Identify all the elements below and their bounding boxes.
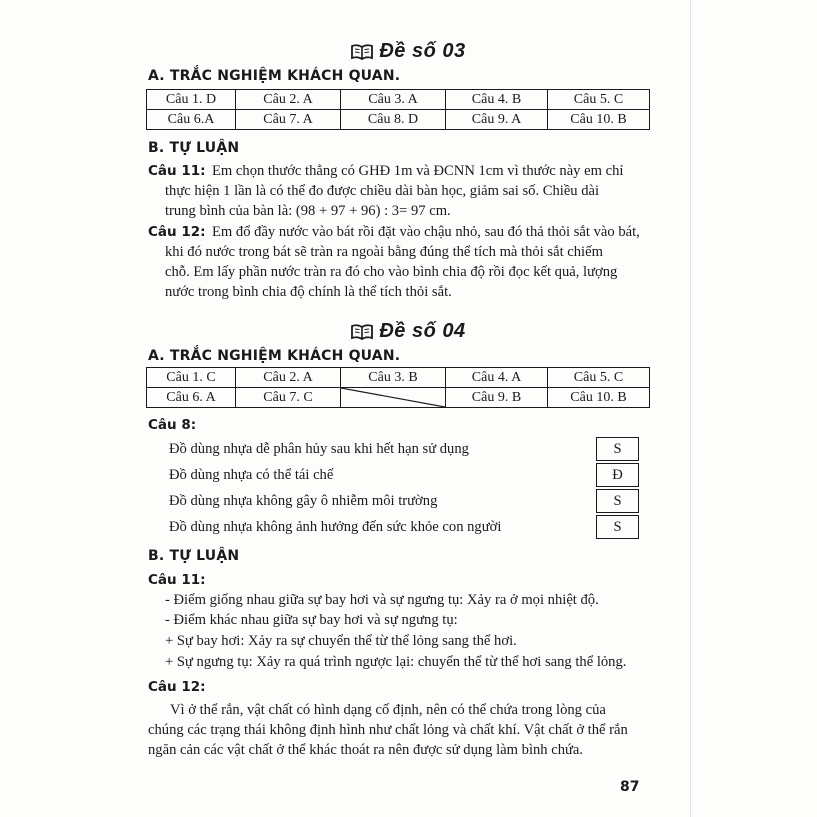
true-false-answer-box: Đ xyxy=(596,463,639,487)
exam-03-q11-line: trung bình của bàn là: (98 + 97 + 96) : 3= 97 cm. xyxy=(165,203,451,219)
exam-04-q12-line: Vì ở thể rắn, vật chất có hình dạng cố định, nên có thể chứa trong lòng của xyxy=(170,702,606,718)
exam-04-q11-label: Câu 11: xyxy=(148,572,206,588)
diagonal-strike-line xyxy=(341,388,445,407)
true-false-statement: Đồ dùng nhựa không gây ô nhiễm môi trường xyxy=(169,493,438,509)
exam-03-section-b-title: B. TỰ LUẬN xyxy=(148,140,240,156)
open-book-icon xyxy=(351,324,373,340)
answer-cell: Câu 9. B xyxy=(446,388,548,408)
exam-04-section-b-title: B. TỰ LUẬN xyxy=(148,548,240,564)
table-row xyxy=(147,388,650,408)
answer-cell: Câu 5. C xyxy=(548,90,650,110)
answer-cell: Câu 8. D xyxy=(341,110,446,130)
exam-03-q12-line: chỗ. Em lấy phần nước tràn ra đó cho vào bình chia độ rồi đọc kết quả, lượng xyxy=(165,264,618,280)
exam-03-q11-line: thực hiện 1 lần là có thể đo được chiều dài bàn học, giảm sai số. Chiều dài xyxy=(165,183,600,199)
open-book-icon xyxy=(351,44,373,60)
answer-cell: Câu 3. B xyxy=(341,368,446,388)
exam-04-q8-label: Câu 8: xyxy=(148,417,197,433)
true-false-statement: Đồ dùng nhựa không ảnh hưởng đến sức khỏe con người xyxy=(169,519,502,535)
exam-04-q12-label: Câu 12: xyxy=(148,679,206,695)
exam-03-q12-line: Em đổ đầy nước vào bát rồi đặt vào chậu nhỏ, sau đó thả thỏi sắt vào bát, xyxy=(212,224,640,240)
exam-04-q11-line: + Sự bay hơi: Xảy ra sự chuyển thể từ thể lỏng sang thể hơi. xyxy=(165,633,517,649)
exam-03-q12-label: Câu 12: xyxy=(148,224,206,240)
answer-cell: Câu 9. A xyxy=(446,110,548,130)
exam-04-title: Đề số 04 xyxy=(379,320,466,342)
exam-04-q11-line: - Điểm giống nhau giữa sự bay hơi và sự ngưng tụ: Xảy ra ở mọi nhiệt độ. xyxy=(165,592,599,608)
table-row xyxy=(147,110,650,130)
exam-03-section-a-title: A. TRẮC NGHIỆM KHÁCH QUAN. xyxy=(148,68,401,84)
exam-03-title: Đề số 03 xyxy=(379,40,466,62)
table-row xyxy=(147,368,650,388)
exam-04-heading xyxy=(0,320,817,343)
exam-03-q12-line: nước trong bình chia độ chính là thể tích thỏi sắt. xyxy=(165,284,452,300)
answer-cell: Câu 10. B xyxy=(548,110,650,130)
true-false-answer-box: S xyxy=(596,437,639,461)
exam-03-q11-line: Em chọn thước thẳng có GHĐ 1m và ĐCNN 1cm vì thước này em chỉ xyxy=(212,163,624,179)
answer-cell: Câu 3. A xyxy=(341,90,446,110)
exam-03-answer-table xyxy=(146,89,650,130)
true-false-answer-box: S xyxy=(596,489,639,513)
struck-out-cell xyxy=(341,388,446,408)
answer-cell: Câu 10. B xyxy=(548,388,650,408)
exam-04-q11-line: - Điểm khác nhau giữa sự bay hơi và sự ngưng tụ: xyxy=(165,612,458,628)
exam-03-q12-line: khi đó nước trong bát sẽ tràn ra ngoài bằng đúng thể tích mà thỏi sắt chiếm xyxy=(165,244,603,260)
exam-03-q11-label: Câu 11: xyxy=(148,163,206,179)
true-false-statement: Đồ dùng nhựa dễ phân hủy sau khi hết hạn sử dụng xyxy=(169,441,469,457)
exam-04-q12-line: chúng các trạng thái không định hình như chất lỏng và chất khí. Vật chất ở thể rắn xyxy=(148,722,628,738)
exam-04-answer-table xyxy=(146,367,650,408)
table-row xyxy=(147,90,650,110)
answer-cell: Câu 2. A xyxy=(236,368,341,388)
answer-cell: Câu 4. B xyxy=(446,90,548,110)
answer-cell: Câu 6. A xyxy=(147,388,236,408)
answer-cell: Câu 2. A xyxy=(236,90,341,110)
answer-cell: Câu 7. A xyxy=(236,110,341,130)
exam-04-section-a-title: A. TRẮC NGHIỆM KHÁCH QUAN. xyxy=(148,348,401,364)
exam-04-q11-line: + Sự ngưng tụ: Xảy ra quá trình ngược lại: chuyển thể từ thể hơi sang thể lỏng. xyxy=(165,654,627,670)
answer-cell: Câu 1. C xyxy=(147,368,236,388)
exam-04-q12-line: ngăn cản các vật chất ở thể khác thoát ra nên được sử dụng làm bình chứa. xyxy=(148,742,584,758)
answer-cell: Câu 1. D xyxy=(147,90,236,110)
page-fold-line xyxy=(690,0,691,817)
answer-cell: Câu 6.A xyxy=(147,110,236,130)
exam-03-heading xyxy=(0,40,817,63)
page-number: 87 xyxy=(620,779,640,795)
answer-cell: Câu 5. C xyxy=(548,368,650,388)
true-false-answer-box: S xyxy=(596,515,639,539)
true-false-statement: Đồ dùng nhựa có thể tái chế xyxy=(169,467,334,483)
answer-cell: Câu 7. C xyxy=(236,388,341,408)
answer-cell: Câu 4. A xyxy=(446,368,548,388)
